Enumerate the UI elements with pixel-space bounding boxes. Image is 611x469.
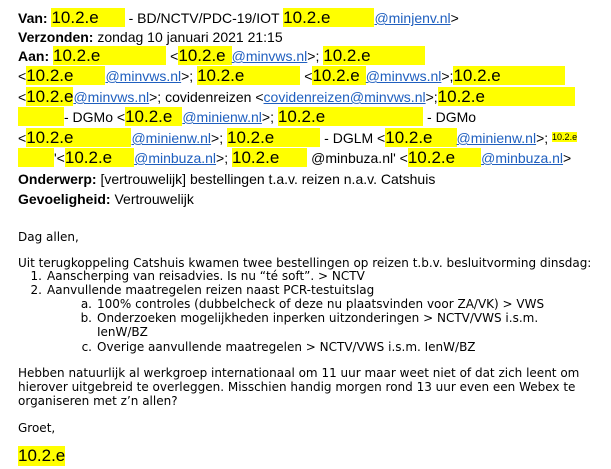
list-number: a. <box>80 297 92 311</box>
subject-value: [vertrouwelijk] bestellingen t.a.v. reizen n.a.v. Catshuis <box>100 171 436 187</box>
sub-list-item <box>68 311 538 326</box>
sub-list-item <box>68 297 544 312</box>
redaction-block: 10.2.e <box>283 8 374 27</box>
sent-value: zondag 10 januari 2021 21:15 <box>97 29 283 45</box>
list-text: 100% controles (dubbelcheck of deze nu plaatsvinden voor ZA/VK) > VWS <box>97 297 545 311</box>
paragraph-line: organiseren met z’n allen? <box>18 394 178 408</box>
to-dept: - DGMo <box>64 109 113 125</box>
redaction-block: 10.2.e <box>323 46 424 65</box>
to-plain-domain: @minbuza.nl' <box>311 150 396 166</box>
email-link[interactable]: @minvws.nl <box>365 68 442 84</box>
redaction-block: 10.2.e <box>51 8 124 27</box>
from-label: Van: <box>18 10 48 26</box>
to-line: <10.2.e@minvws.nl>; covidenreizen <covidenreizen@minvws.nl>;10.2.e <box>18 87 608 107</box>
redaction-block: 10.2.e <box>26 66 105 85</box>
list-item <box>18 283 374 298</box>
to-dept: - DGLM <box>324 130 374 146</box>
email-link[interactable]: @minbuza.nl <box>134 150 217 166</box>
redaction-block: 10.2.e <box>232 148 307 167</box>
redaction-block: 10.2.e <box>278 107 423 126</box>
list-text: Aanvullende maatregelen reizen naast PCR-testuitslag <box>47 283 375 297</box>
redaction-block: 10.2.e <box>438 87 575 106</box>
redaction-block: 10.2.e <box>385 128 456 147</box>
from-org: - BD/NCTV/PDC-19/IOT <box>128 10 280 26</box>
email-link[interactable]: @minienw.nl <box>182 109 262 125</box>
to-line: <10.2.e @minienw.nl>; 10.2.e - DGLM <10.2.e @minienw.nl>; $^{10.2.e}$ <box>18 128 578 147</box>
redaction-block: 10.2.e <box>65 148 134 167</box>
sensitivity-value: Vertrouwelijk <box>114 191 194 207</box>
list-text: Onderzoeken mogelijkheden inperken uitzonderingen > NCTV/VWS i.s.m. <box>97 311 539 325</box>
redaction-block: 10.2.e <box>178 46 231 65</box>
redaction-block: 10.2.e <box>26 128 131 147</box>
subject-line <box>18 170 608 189</box>
from-line: Van: 10.2.e - BD/NCTV/PDC-19/IOT 10.2.e @minjenv.nl> <box>18 8 459 27</box>
list-number: 2. <box>30 283 42 297</box>
redaction-block <box>18 148 54 167</box>
sent-line <box>18 28 608 47</box>
signature-redacted: 10.2.e <box>18 446 66 465</box>
to-line: - DGMo <10.2.e @minienw.nl>; 10.2.e - DGMo <box>18 107 608 127</box>
redaction-block: 10.2.e <box>408 148 481 167</box>
redaction-block: 10.2.e <box>453 66 564 85</box>
sensitivity-line <box>18 190 608 209</box>
list-number: c. <box>81 340 92 354</box>
intro-text: Uit terugkoppeling Catshuis kwamen twee bestellingen op reizen t.b.v. besluitvorming dinsdag: <box>18 256 592 270</box>
to-label: Aan: <box>18 48 50 64</box>
redaction-block: 10.2.e <box>552 132 578 142</box>
redaction-block: 10.2.e <box>312 66 365 85</box>
redaction-block: 10.2.e <box>227 128 320 147</box>
email-link[interactable]: @minvws.nl <box>231 48 308 64</box>
email-link[interactable]: @minjenv.nl <box>374 10 451 26</box>
list-number: 1. <box>30 269 42 283</box>
paragraph-line: Hebben natuurlijk al werkgroep internationaal om 11 uur maar weet niet of dat zich leent om <box>18 366 580 380</box>
sent-label: Verzonden: <box>18 29 94 45</box>
redaction-block: 10.2.e <box>125 107 182 126</box>
email-link[interactable]: covidenreizen@minvws.nl <box>263 89 426 105</box>
to-line: '<10.2.e @minbuza.nl>; 10.2.e @minbuza.nl' <10.2.e @minbuza.nl> <box>18 148 608 168</box>
email-link[interactable]: @minvws.nl <box>105 68 182 84</box>
redaction-block: 10.2.e <box>53 46 166 65</box>
to-line: Aan: 10.2.e <10.2.e @minvws.nl>; 10.2.e <box>18 46 608 66</box>
redaction-block: 10.2.e <box>26 87 74 106</box>
paragraph-line: hierover uitgebreid te overleggen. Misschien handig morgen rond 13 uur even een Webex te <box>18 380 576 394</box>
to-line: <10.2.e @minvws.nl>; 10.2.e <10.2.e @minvws.nl>;10.2.e <box>18 66 608 86</box>
email-link[interactable]: @minbuza.nl <box>481 150 564 166</box>
list-text: Aanscherping van reisadvies. Is nu “té soft”. > NCTV <box>47 269 365 283</box>
email-link[interactable]: @minienw.nl <box>456 130 537 146</box>
to-dept: - DGMo <box>427 109 477 125</box>
sensitivity-label: Gevoeligheid: <box>18 191 111 207</box>
greeting: Dag allen, <box>18 230 79 244</box>
list-number: b. <box>80 311 92 325</box>
sub-list-item <box>68 340 476 355</box>
email-link[interactable]: @minienw.nl <box>131 130 212 146</box>
list-text-continued: IenW/BZ <box>97 325 148 339</box>
list-text: Overige aanvullende maatregelen > NCTV/VWS i.s.m. IenW/BZ <box>97 340 476 354</box>
redaction-block: 10.2.e <box>197 66 300 85</box>
redaction-block <box>18 107 64 126</box>
email-link[interactable]: @minvws.nl <box>73 89 150 105</box>
list-item <box>18 269 365 284</box>
closing: Groet, <box>18 421 56 435</box>
subject-label: Onderwerp: <box>18 171 97 187</box>
